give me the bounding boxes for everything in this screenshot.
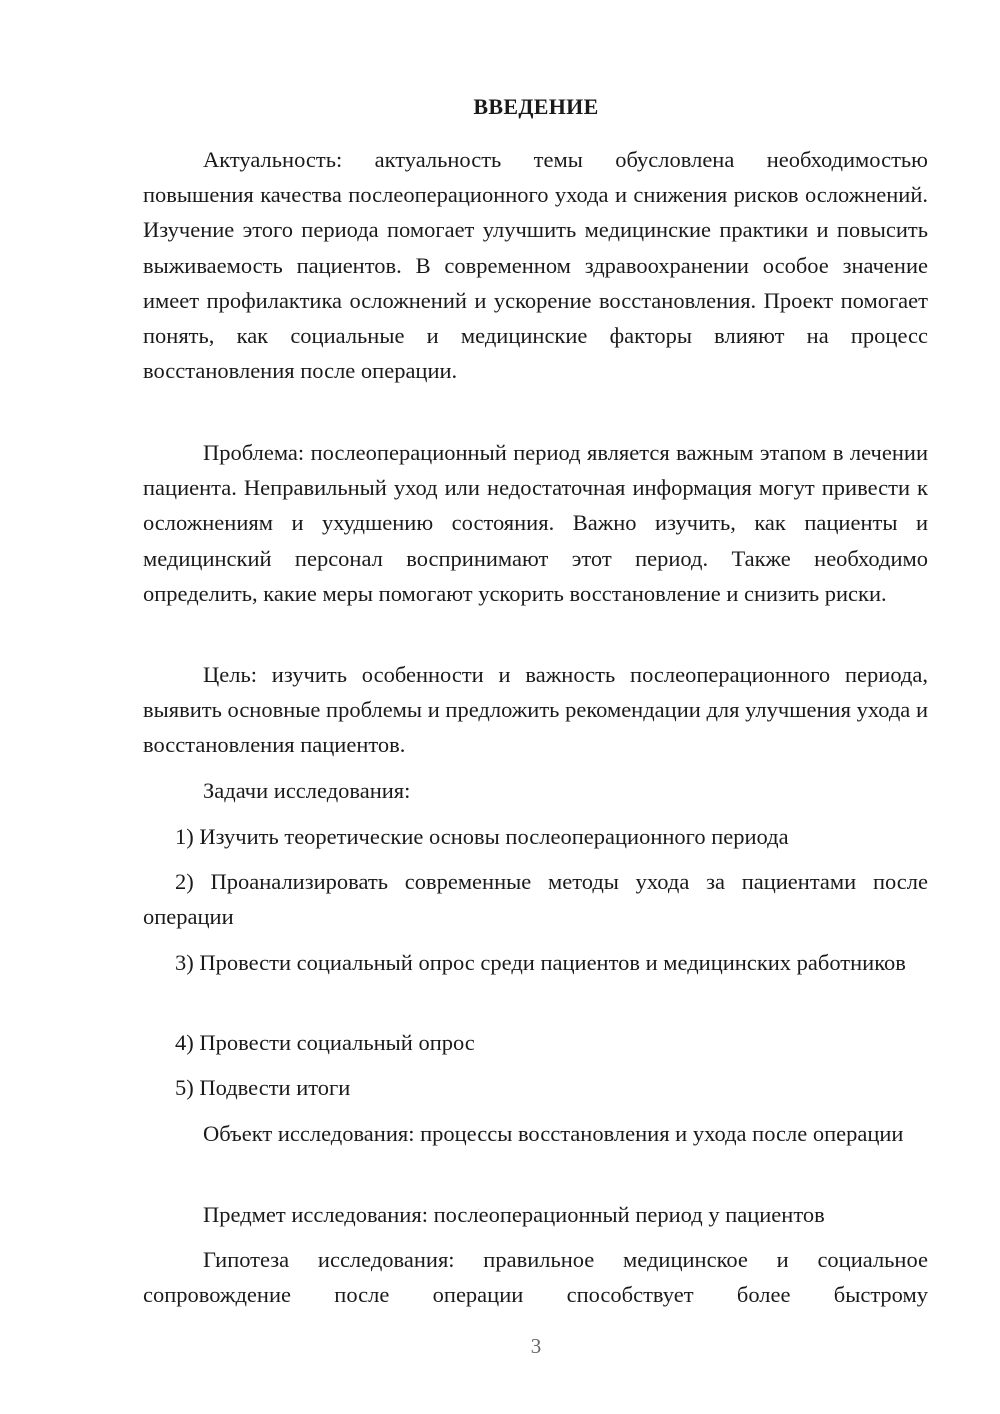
subject-block [143, 1197, 928, 1232]
hypothesis-paragraph: Гипотеза исследования: правильное медицинское и социальное сопровождение после операции способствует более быстрому [143, 1247, 928, 1308]
goal-block [143, 657, 928, 763]
task-item: 4) Провести социальный опрос [175, 1030, 475, 1055]
object-block [143, 1116, 928, 1151]
task-item: 5) Подвести итоги [175, 1075, 351, 1100]
problem-paragraph: Проблема: послеоперационный период является важным этапом в лечении пациента. Неправильный уход или недостаточная информация могут привести к осложнениям и ухудшению состояния. Важно изучить, как пациенты и медицинский персонал воспринимают этот период. Также необходимо определить, какие меры помогают ускорить восстановление и снизить риски. [143, 440, 928, 606]
section-heading: ВВЕДЕНИЕ [473, 94, 599, 119]
tasks-title: Задачи исследования: [203, 778, 411, 803]
relevance-paragraph: Актуальность: актуальность темы обусловлена необходимостью повышения качества послеоперационного ухода и снижения рисков осложнений. Изучение этого периода помогает улучшить медицинские практики и повысить выживаемость пациентов. В современном здравоохранении особое значение имеет профилактика осложнений и ускорение восстановления. Проект помогает понять, как социальные и медицинские факторы влияют на процесс восстановления после операции. [143, 147, 928, 384]
hypothesis-block [143, 1242, 928, 1312]
task-1-block [143, 819, 928, 854]
task-3-block [143, 945, 928, 980]
goal-paragraph: Цель: изучить особенности и важность послеоперационного периода, выявить основные проблемы и предложить рекомендации для улучшения ухода и восстановления пациентов. [143, 662, 928, 758]
task-2-block [143, 864, 928, 934]
task-item: 1) Изучить теоретические основы послеоперационного периода [175, 824, 789, 849]
object-paragraph: Объект исследования: процессы восстановления и ухода после операции [203, 1121, 904, 1146]
task-5-block [143, 1070, 928, 1105]
problem-block [143, 435, 928, 611]
relevance-block [143, 142, 928, 388]
subject-paragraph: Предмет исследования: послеоперационный период у пациентов [203, 1202, 825, 1227]
task-item: 3) Провести социальный опрос среди пациентов и медицинских работников [175, 950, 906, 975]
tasks-title-block [143, 773, 928, 808]
task-4-block [143, 1025, 928, 1060]
task-item: 2) Проанализировать современные методы ухода за пациентами после операции [143, 869, 928, 930]
page-number: 3 [530, 1334, 542, 1358]
